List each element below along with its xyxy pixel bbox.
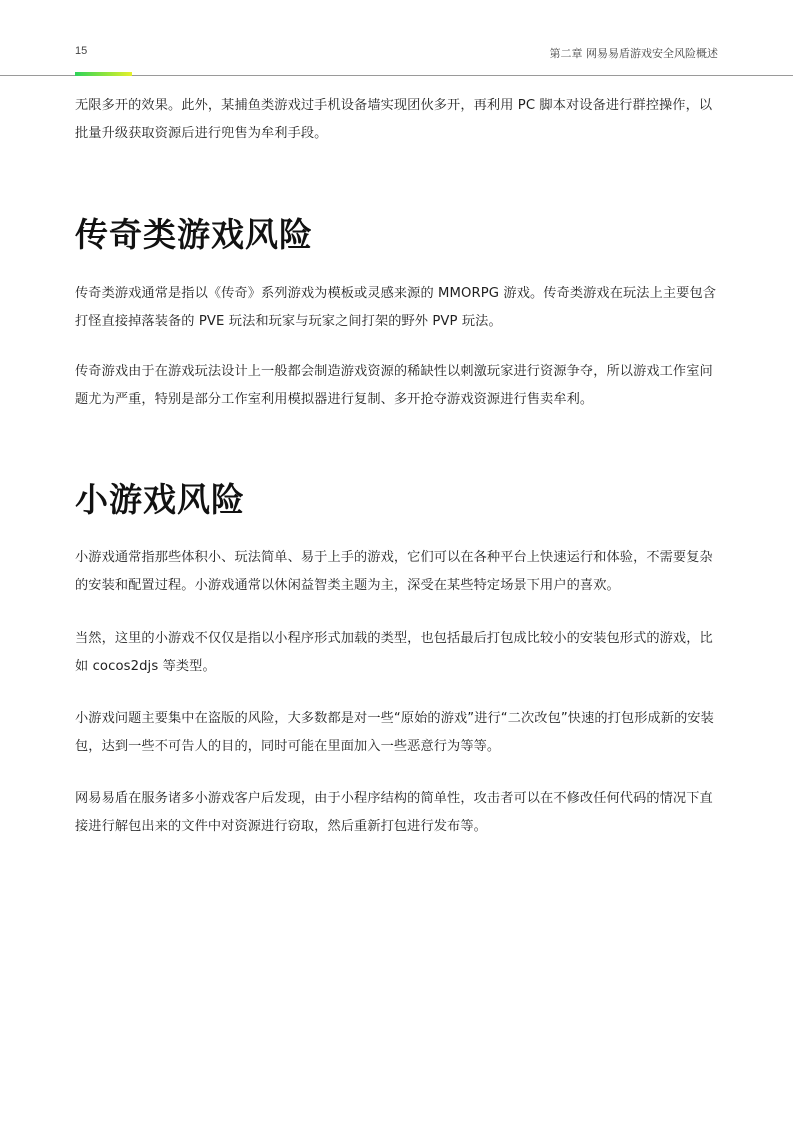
page-header <box>0 0 793 80</box>
running-title: 第二章 网易易盾游戏安全风险概述 <box>549 47 718 60</box>
intro-paragraph: 无限多开的效果。此外，某捕鱼类游戏过手机设备墙实现团伙多开，再利用 PC 脚本对设备进行群控操作，以批量升级获取资源后进行兜售为牟利手段。 <box>75 98 713 141</box>
page-number: 15 <box>75 45 88 57</box>
paragraph: 小游戏通常指那些体积小、玩法简单、易于上手的游戏，它们可以在各种平台上快速运行和体验，不需要复杂的安装和配置过程。小游戏通常以休闲益智类主题为主，深受在某些特定场景下用户的喜欢。 <box>75 550 713 593</box>
section-heading-legend-games: 传奇类游戏风险 <box>75 215 313 254</box>
paragraph: 当然，这里的小游戏不仅仅是指以小程序形式加载的类型，也包括最后打包成比较小的安装包形式的游戏，比如 cocos2djs 等类型。 <box>75 631 713 674</box>
paragraph: 网易易盾在服务诸多小游戏客户后发现，由于小程序结构的简单性，攻击者可以在不修改任何代码的情况下直接进行解包出来的文件中对资源进行窃取，然后重新打包进行发布等。 <box>75 791 713 834</box>
paragraph: 传奇类游戏通常是指以《传奇》系列游戏为模板或灵感来源的 MMORPG 游戏。传奇类游戏在玩法上主要包含打怪直接掉落装备的 PVE 玩法和玩家与玩家之间打架的野外 PVP 玩法。 <box>75 286 717 329</box>
header-accent-bar <box>75 72 132 76</box>
paragraph: 小游戏问题主要集中在盗版的风险，大多数都是对一些“原始的游戏”进行“二次改包”快速的打包形成新的安装包，达到一些不可告人的目的，同时可能在里面加入一些恶意行为等等。 <box>75 711 714 754</box>
section-heading-mini-games: 小游戏风险 <box>75 480 245 519</box>
paragraph: 传奇游戏由于在游戏玩法设计上一般都会制造游戏资源的稀缺性以刺激玩家进行资源争夺，所以游戏工作室问题尤为严重，特别是部分工作室利用模拟器进行复制、多开抢夺游戏资源进行售卖牟利。 <box>75 364 713 407</box>
